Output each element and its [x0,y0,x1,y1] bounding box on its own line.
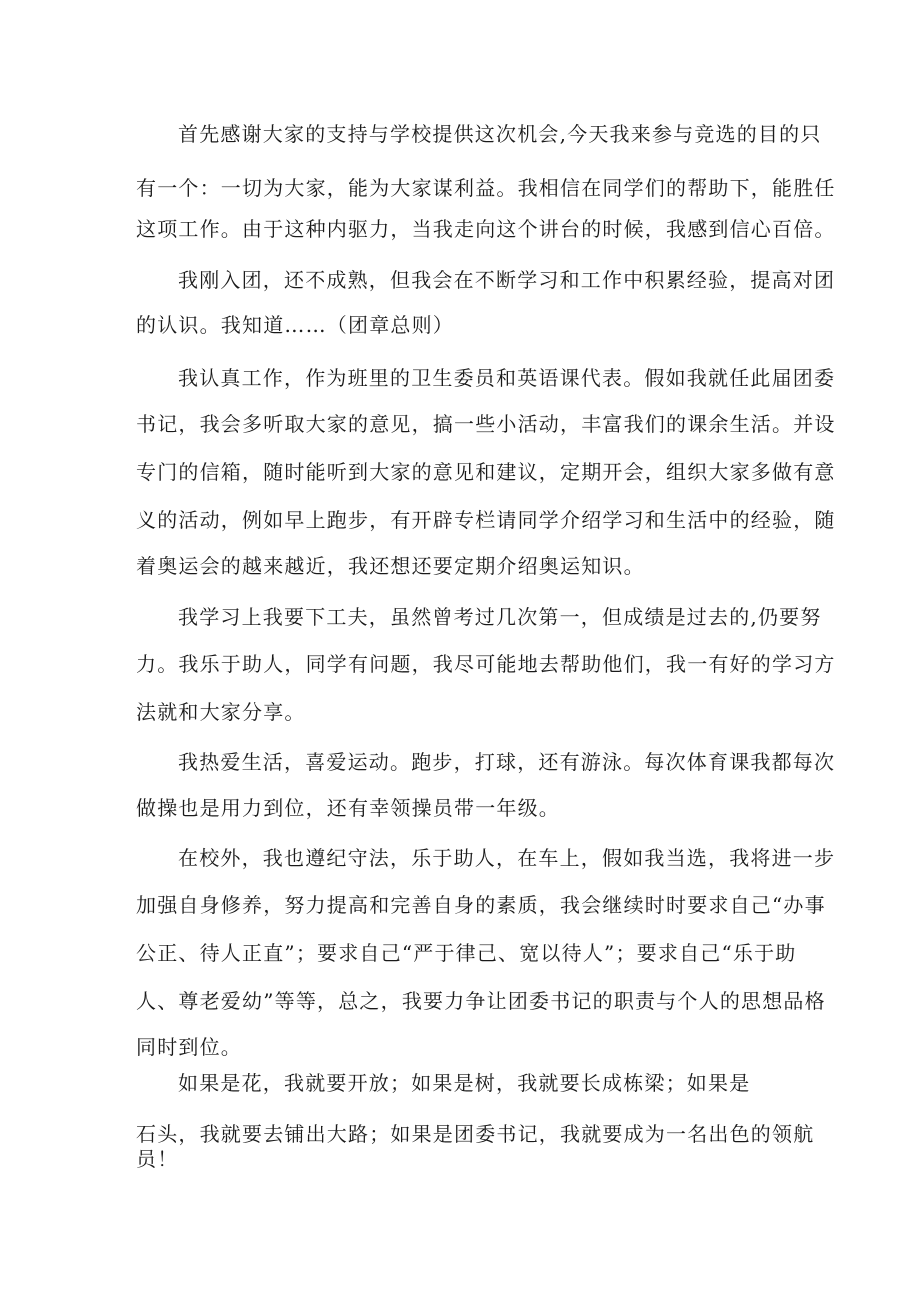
paragraph-6-line-5: 同时到位。 [136,1035,242,1059]
paragraph-4-line-3: 法就和大家分享。 [136,700,306,724]
paragraph-1-line-2: 有一个：一切为大家，能为大家谋利益。我相信在同学们的帮助下，能胜任 [136,176,836,200]
paragraph-2-line-1: 我刚入团，还不成熟，但我会在不断学习和工作中积累经验，提高对团 [178,268,836,292]
paragraph-4-line-1: 我学习上我要下工夫，虽然曾考过几次第一，但成绩是过去的,仍要努 [178,605,822,629]
paragraph-3-line-3: 专门的信箱，随时能听到大家的意见和建议，定期开会，组织大家多做有意 [136,460,836,484]
paragraph-6-line-2: 加强自身修养，努力提高和完善自身的素质，我会继续时时要求自己“办事 [136,893,826,917]
paragraph-1-line-3: 这项工作。由于这种内驱力，当我走向这个讲台的时候，我感到信心百倍。 [136,217,836,241]
paragraph-6-line-1: 在校外，我也遵纪守法，乐于助人，在车上，假如我当选，我将进一步 [178,846,836,870]
paragraph-2-line-2: 的认识。我知道……（团章总则） [136,313,454,337]
paragraph-5-line-2: 做操也是用力到位，还有幸领操员带一年级。 [136,796,560,820]
paragraph-7-line-3: 员！ [136,1147,179,1171]
paragraph-5-line-1: 我热爱生活，喜爱运动。跑步，打球，还有游泳。每次体育课我都每次 [178,750,836,774]
paragraph-6-line-3: 公正、待人正直”；要求自己“严于律己、宽以待人”；要求自己“乐于助 [136,941,797,965]
paragraph-6-line-4: 人、尊老爱幼”等等，总之，我要力争让团委书记的职责与个人的思想品格 [136,989,826,1013]
paragraph-3-line-1: 我认真工作，作为班里的卫生委员和英语课代表。假如我就任此届团委 [178,366,836,390]
paragraph-7-line-2: 石头，我就要去铺出大路；如果是团委书记，我就要成为一名出色的领航 [136,1122,815,1146]
paragraph-1-line-1: 首先感谢大家的支持与学校提供这次机会,今天我来参与竞选的目的只 [178,122,822,146]
paragraph-3-line-5: 着奥运会的越来越近，我还想还要定期介绍奥运知识。 [136,554,645,578]
paragraph-3-line-2: 书记，我会多听取大家的意见，搞一些小活动，丰富我们的课余生活。并设 [136,412,836,436]
paragraph-4-line-2: 力。我乐于助人，同学有问题，我尽可能地去帮助他们，我一有好的学习方 [136,652,836,676]
paragraph-3-line-4: 义的活动，例如早上跑步，有开辟专栏请同学介绍学习和生活中的经验，随 [136,508,836,532]
paragraph-7-line-1: 如果是花，我就要开放；如果是树，我就要长成栋梁；如果是 [178,1071,751,1095]
